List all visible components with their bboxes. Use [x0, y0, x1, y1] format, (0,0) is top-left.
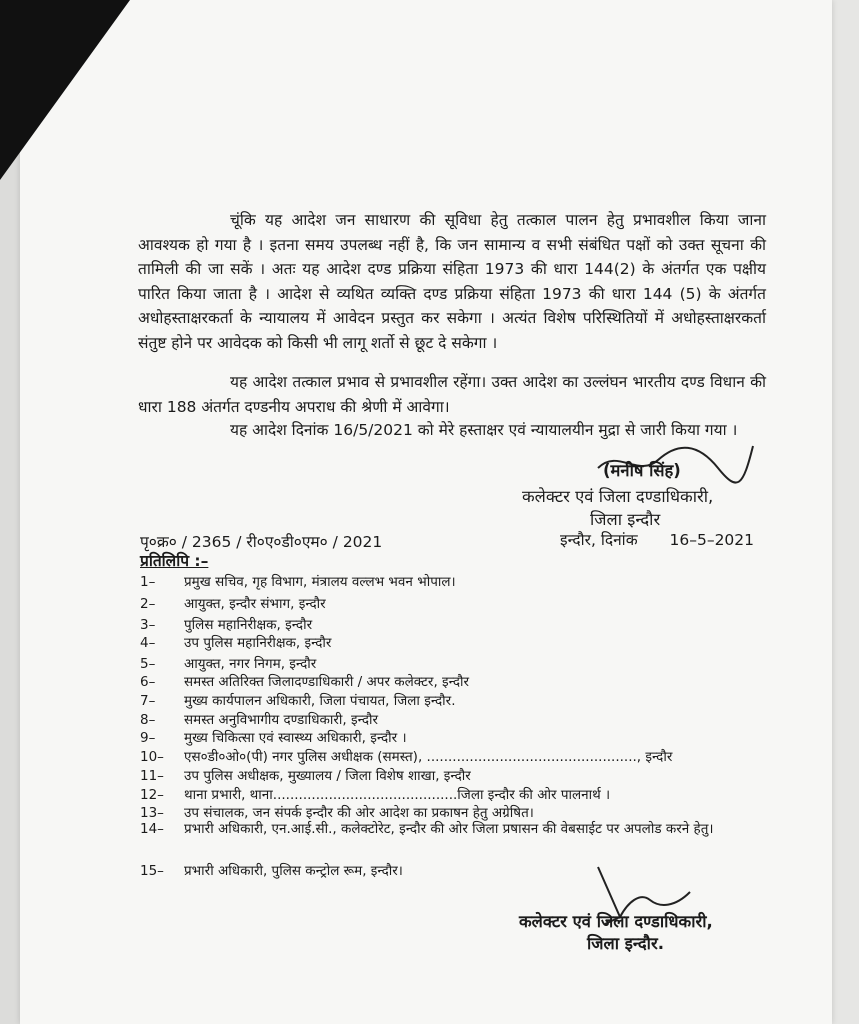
copy-item	[140, 654, 316, 672]
copy-text: प्रभारी अधिकारी, पुलिस कन्ट्रोल रूम, इन्दौर।	[184, 863, 403, 879]
copy-item	[140, 747, 672, 765]
copy-text: प्रमुख सचिव, गृह विभाग, मंत्रालय वल्लभ भवन भोपाल।	[184, 574, 456, 590]
reference-date: 16–5–2021	[669, 531, 755, 549]
copy-number: 8–	[140, 712, 156, 728]
folded-corner-shadow	[0, 0, 130, 180]
copy-number: 12–	[140, 787, 164, 803]
copy-text: एस०डी०ओ०(पी) नगर पुलिस अधीक्षक (समस्त), ................................................., इन्दौर	[184, 749, 673, 765]
order-paragraph-3: यह आदेश दिनांक 16/5/2021 को मेरे हस्ताक्षर एवं न्यायालयीन मुद्रा से जारी किया गया ।	[230, 421, 738, 439]
copy-text: समस्त अतिरिक्त जिलादण्डाधिकारी / अपर कलेक्टर, इन्दौर	[184, 674, 470, 690]
copy-item	[140, 710, 378, 728]
reference-place-date	[560, 528, 754, 550]
signature-title: कलेक्टर एवं जिला दण्डाधिकारी,	[522, 487, 714, 506]
copy-text: उप पुलिस अधीक्षक, मुख्यालय / जिला विशेष शाखा, इन्दौर	[184, 768, 471, 784]
copy-text: आयुक्त, इन्दौर संभाग, इन्दौर	[184, 596, 326, 612]
copy-text: समस्त अनुविभागीय दण्डाधिकारी, इन्दौर	[184, 712, 379, 728]
copy-item	[140, 672, 469, 690]
copy-number: 6–	[140, 674, 156, 690]
copy-number: 7–	[140, 693, 156, 709]
reference-place-label: इन्दौर, दिनांक	[560, 531, 638, 549]
order-paragraph-1: चूंकि यह आदेश जन साधारण की सूविधा हेतु तत्काल पालन हेतु प्रभावशील किया जाना आवश्यक हो गया है । इतना समय उपलब्ध नहीं है, कि जन सामान्य व सभी संबंधित पक्षों को उक्त सूचना की तामिली की जा सकें । अतः यह आदेश दण्ड प्रक्रिया संहिता 1973 की धारा 144(2) के अंतर्गत एक पक्षीय पारित किया जाता है । आदेश से व्यथित व्यक्ति दण्ड प्रक्रिया संहिता 1973 की धारा 144 (5) के अंतर्गत अधोहस्ताक्षरकर्ता के न्यायालय में आवेदन प्रस्तुत कर सकेगा । अत्यंत विशेष परिस्थितियों में अधोहस्ताक्षरकर्ता संतुष्ट होने पर आवेदक को किसी भी लागू शर्तो से छूट दे सकेगा ।	[138, 211, 766, 352]
reference-number: पृ०क्र० / 2365 / री०ए०डी०एम० / 2021	[140, 533, 383, 551]
copy-number: 1–	[140, 574, 156, 590]
copy-text: मुख्य कार्यपालन अधिकारी, जिला पंचायत, जिला इन्दौर.	[184, 693, 456, 709]
copy-item	[140, 818, 780, 840]
copy-item	[140, 861, 403, 879]
copy-item	[140, 594, 326, 612]
copy-item	[140, 785, 610, 803]
order-paragraph-2: यह आदेश तत्काल प्रभाव से प्रभावशील रहेंगा। उक्त आदेश का उल्लंघन भारतीय दण्ड विधान की धारा 188 अंतर्गत दण्डनीय अपराध की श्रेणी में आवेगा।	[138, 373, 766, 416]
copy-item	[140, 633, 331, 651]
copy-text: प्रभारी अधिकारी, एन.आई.सी., कलेक्टोरेट, इन्दौर की ओर जिला प्रषासन की वेबसाईट पर अपलोड करने हेतु।	[184, 821, 714, 837]
copy-number: 5–	[140, 656, 156, 672]
copy-number: 10–	[140, 749, 164, 765]
copy-item	[140, 728, 407, 746]
copy-number: 15–	[140, 863, 164, 879]
signature-name: (मनीष सिंह)	[603, 461, 681, 480]
copy-text: थाना प्रभारी, थाना...........................................जिला इन्दौर की ओर पालनार्थ ।	[184, 787, 611, 803]
copy-number: 13–	[140, 805, 164, 821]
closing-signature-title: कलेक्टर एवं जिला दण्डाधिकारी,	[519, 912, 713, 931]
copy-item	[140, 691, 456, 709]
copy-number: 2–	[140, 596, 156, 612]
copy-number: 9–	[140, 730, 156, 746]
copy-item	[140, 572, 456, 590]
closing-signature-district: जिला इन्दौर.	[587, 934, 664, 953]
copy-text: मुख्य चिकित्सा एवं स्वास्थ्य अधिकारी, इन्दौर ।	[184, 730, 407, 746]
copy-item	[140, 766, 471, 784]
copy-number: 4–	[140, 635, 156, 651]
copy-heading: प्रतिलिपि :–	[140, 552, 209, 570]
copy-text: उप पुलिस महानिरीक्षक, इन्दौर	[184, 635, 332, 651]
copy-number: 3–	[140, 617, 156, 633]
copy-number: 14–	[140, 821, 164, 837]
copy-text: आयुक्त, नगर निगम, इन्दौर	[184, 656, 317, 672]
copy-text: उप संचालक, जन संपर्क इन्दौर की ओर आदेश का प्रकाषन हेतु अग्रेषित।	[184, 805, 534, 821]
copy-number: 11–	[140, 768, 164, 784]
copy-item	[140, 615, 312, 633]
copy-text: पुलिस महानिरीक्षक, इन्दौर	[184, 617, 313, 633]
signature-district: जिला इन्दौर	[590, 510, 661, 529]
